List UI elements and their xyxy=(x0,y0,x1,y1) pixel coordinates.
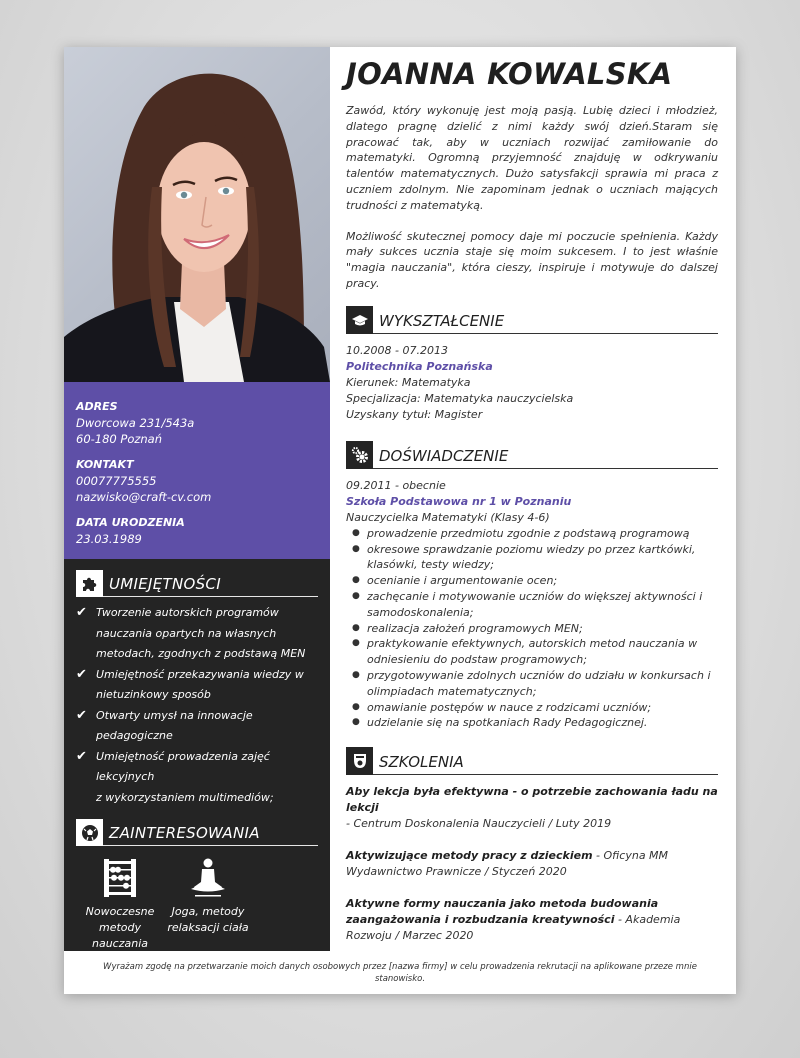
about-paragraph-1: Zawód, który wykonuję jest moją pasją. Lubię dzieci i młodzież, dlatego pragnę dzielić z nimi każdy swój dzień.Staram się pracować tak, aby w uczniach rozwijać zamiłowanie do matematyki. Ogromną przyjemność znajduję w odkrywaniu talentów matematycznych. Dużo satysfakcji sprawia mi praca z uczniem zdolnym. Nie zapominam jednak o uczniach mających trudności z matematyką. xyxy=(346,104,718,212)
education-heading xyxy=(346,306,718,334)
experience-entry xyxy=(346,478,718,731)
duties-list xyxy=(346,526,718,731)
education-specialization: Specjalizacja: Matematyka nauczycielska xyxy=(346,391,574,405)
skill-text: Otwarty umysł na innowacje pedagogiczne xyxy=(96,708,253,742)
training-item xyxy=(346,848,718,880)
skill-item xyxy=(76,603,318,665)
phone-number: 00077775555 xyxy=(76,474,157,488)
contact-panel xyxy=(64,382,330,559)
duty-item: ● praktykowanie efektywnych, autorskich metod nauczania w odniesieniu do podstaw programowych; xyxy=(346,636,718,668)
position-title: Nauczycielka Matematyki (Klasy 4-6) xyxy=(346,510,550,524)
experience-title: DOŚWIADCZENIE xyxy=(379,446,509,465)
about-section xyxy=(346,103,718,292)
bullet-icon: ● xyxy=(352,590,360,601)
about-paragraph-2: Możliwość skutecznej pomocy daje mi poczucie spełnienia. Każdy mały sukces ucznia staje się moim sukcesem. I to jest właśnie "magia nauczania", która cieszy, inspiruje i motywuje do dalszej pracy. xyxy=(346,229,718,290)
portrait-illustration xyxy=(64,47,330,382)
consent-footer: Wyrażam zgodę na przetwarzanie moich danych osobowych przez [nazwa firmy] w celu prowadzenia rekrutacji na aplikowane przeze mnie stanowisko. xyxy=(103,962,697,984)
contact-group xyxy=(76,458,318,505)
skill-text: z wykorzystaniem multimediów; xyxy=(96,790,274,804)
interests-list xyxy=(76,856,318,952)
badge-icon xyxy=(346,747,373,775)
duty-item: ● realizacja założeń programowych MEN; xyxy=(346,621,718,637)
address-line2: 60-180 Poznań xyxy=(76,432,163,446)
birth-group xyxy=(76,516,318,547)
check-icon: ✔ xyxy=(76,748,87,764)
gears-icon xyxy=(346,441,373,469)
right-column xyxy=(346,47,718,944)
interest-label: Joga, metody relaksacji ciała xyxy=(167,905,249,934)
skill-item xyxy=(76,706,318,747)
birth-label: DATA URODZENIA xyxy=(76,516,185,529)
skills-heading xyxy=(76,571,318,597)
duty-item: ● udzielanie się na spotkaniach Rady Pedagogicznej. xyxy=(346,715,718,731)
skill-text: Umiejętność przekazywania wiedzy w xyxy=(96,667,304,681)
interest-item xyxy=(164,856,252,952)
yoga-icon xyxy=(164,856,252,900)
bullet-icon: ● xyxy=(352,638,360,649)
cv-page xyxy=(64,47,736,994)
skills-title: UMIEJĘTNOŚCI xyxy=(109,575,221,593)
skill-item xyxy=(76,665,318,706)
training-name: Aby lekcja była efektywna - o potrzebie zachowania ładu na lekcji xyxy=(346,785,718,815)
trainings-heading xyxy=(346,747,718,775)
duty-item: ● prowadzenie przedmiotu zgodnie z podstawą programową xyxy=(346,526,718,542)
soccer-ball-icon xyxy=(76,819,103,846)
employer-name: Szkoła Podstawowa nr 1 w Poznaniu xyxy=(346,494,572,508)
abacus-icon xyxy=(76,856,164,900)
address-line1: Dworcowa 231/543a xyxy=(76,416,195,430)
bullet-icon: ● xyxy=(352,543,360,554)
graduation-cap-icon xyxy=(346,306,373,334)
address-label: ADRES xyxy=(76,400,118,413)
left-column xyxy=(64,47,330,951)
person-name: JOANNA KOWALSKA xyxy=(346,57,673,91)
duty-item: ● przygotowywanie zdolnych uczniów do udziału w konkursach i olimpiadach matematycznych; xyxy=(346,668,718,700)
interest-label: Nowoczesne metody nauczania xyxy=(85,905,155,950)
experience-dates: 09.2011 - obecnie xyxy=(346,478,446,492)
duty-item: ● okresowe sprawdzanie poziomu wiedzy po przez kartkówki, klasówki, testy wiedzy; xyxy=(346,542,718,574)
check-icon: ✔ xyxy=(76,707,87,723)
education-entry xyxy=(346,343,718,423)
skill-text: metodach, zgodnych z podstawą MEN xyxy=(96,647,306,660)
skill-text: nauczania opartych na własnych xyxy=(96,626,277,640)
bullet-icon: ● xyxy=(352,622,360,633)
education-degree: Uzyskany tytuł: Magister xyxy=(346,407,483,421)
experience-heading xyxy=(346,441,718,469)
skill-text: nietuzinkowy sposób xyxy=(96,688,211,701)
training-details: - Oficyna MM Wydawnictwo Prawnicze / Styczeń 2020 xyxy=(346,849,669,879)
training-details: - Akademia Rozwoju / Marzec 2020 xyxy=(346,913,681,943)
skill-text: Umiejętność prowadzenia zajęć lekcyjnych xyxy=(96,749,270,783)
skill-text: Tworzenie autorskich programów xyxy=(96,606,279,619)
education-title: WYKSZTAŁCENIE xyxy=(379,311,505,330)
portrait-photo xyxy=(64,47,330,382)
training-item xyxy=(346,896,718,944)
bullet-icon: ● xyxy=(352,701,360,712)
education-dates: 10.2008 - 07.2013 xyxy=(346,343,448,357)
interest-item xyxy=(76,856,164,952)
interests-heading xyxy=(76,820,318,846)
bullet-icon: ● xyxy=(352,575,360,586)
bullet-icon: ● xyxy=(352,527,360,538)
check-icon: ✔ xyxy=(76,666,87,682)
puzzle-icon xyxy=(76,570,103,597)
training-details: - Centrum Doskonalenia Nauczycieli / Luty 2019 xyxy=(346,817,612,831)
skills-list xyxy=(76,603,318,808)
duty-item: ● omawianie postępów w nauce z rodzicami uczniów; xyxy=(346,700,718,716)
training-item xyxy=(346,784,718,832)
skill-item xyxy=(76,747,318,809)
bullet-icon: ● xyxy=(352,717,360,728)
check-icon: ✔ xyxy=(76,605,87,620)
email-address[interactable]: nazwisko@craft-cv.com xyxy=(76,490,212,504)
birth-date: 23.03.1989 xyxy=(76,532,142,546)
skills-interests-panel xyxy=(64,559,330,951)
trainings-title: SZKOLENIA xyxy=(379,753,464,772)
training-name: Aktywizujące metody pracy z dzieckiem xyxy=(346,849,593,863)
training-name: Aktywne formy nauczania jako metoda budowania zaangażowania i rozbudzania kreatywności xyxy=(346,897,659,927)
education-field: Kierunek: Matematyka xyxy=(346,375,471,389)
school-name: Politechnika Poznańska xyxy=(346,359,493,373)
duty-item: ● zachęcanie i motywowanie uczniów do większej aktywności i samodoskonalenia; xyxy=(346,589,718,621)
address-group xyxy=(76,400,318,447)
bullet-icon: ● xyxy=(352,669,360,680)
interests-title: ZAINTERESOWANIA xyxy=(109,824,260,842)
contact-label: KONTAKT xyxy=(76,458,134,471)
duty-item: ● ocenianie i argumentowanie ocen; xyxy=(346,573,718,589)
